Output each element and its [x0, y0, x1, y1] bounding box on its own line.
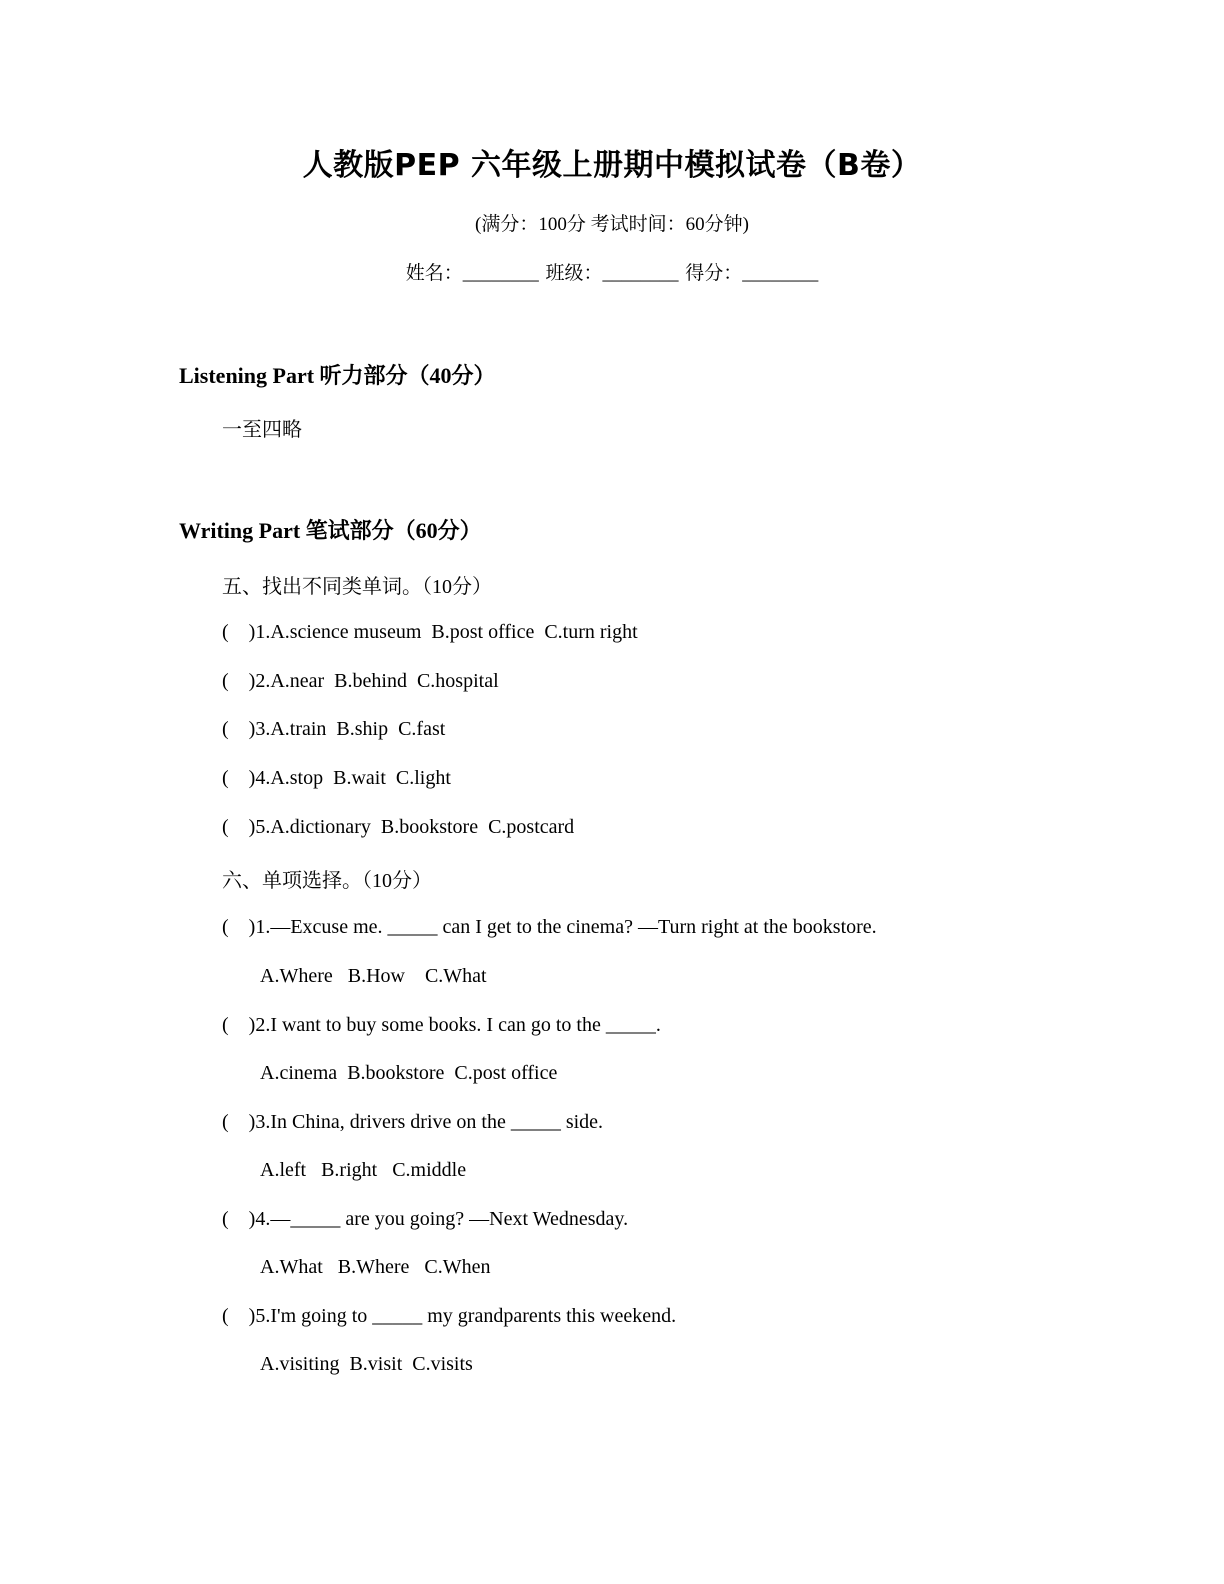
section5-item-4: ( )4.A.stop B.wait C.light	[222, 767, 451, 789]
section6-options-5: A.visiting B.visit C.visits	[260, 1353, 473, 1375]
section6-heading: 六、单项选择。（10分）	[222, 870, 432, 892]
section6-question-3: ( )3.In China, drivers drive on the _____ side.	[222, 1111, 604, 1133]
page-title: 人教版PEP 六年级上册期中模拟试卷（B卷）	[302, 148, 922, 183]
listening-note: 一至四略	[222, 419, 302, 441]
section6-options-4: A.What B.Where C.When	[260, 1256, 491, 1278]
section6-options-3: A.left B.right C.middle	[260, 1159, 467, 1181]
section6-options-2: A.cinema B.bookstore C.post office	[260, 1062, 558, 1084]
section6-question-1: ( )1.—Excuse me. _____ can I get to the cinema? —Turn right at the bookstore.	[222, 916, 877, 938]
section5-item-5: ( )5.A.dictionary B.bookstore C.postcard	[222, 816, 575, 838]
section5-item-2: ( )2.A.near B.behind C.hospital	[222, 670, 499, 692]
student-info-line: 姓名：________ 班级：________ 得分：________	[405, 263, 819, 284]
section6-question-4: ( )4.—_____ are you going? —Next Wednesday.	[222, 1208, 629, 1230]
section5-item-1: ( )1.A.science museum B.post office C.turn right	[222, 621, 638, 643]
section5-heading: 五、找出不同类单词。（10分）	[222, 576, 492, 598]
writing-heading: Writing Part 笔试部分（60分）	[179, 518, 482, 543]
section6-question-5: ( )5.I'm going to _____ my grandparents this weekend.	[222, 1305, 677, 1327]
section5-item-3: ( )3.A.train B.ship C.fast	[222, 718, 446, 740]
listening-heading: Listening Part 听力部分（40分）	[179, 363, 496, 388]
section6-question-2: ( )2.I want to buy some books. I can go to the _____.	[222, 1014, 661, 1036]
exam-subtitle: (满分：100分 考试时间：60分钟)	[475, 214, 749, 235]
section6-options-1: A.Where B.How C.What	[260, 965, 487, 987]
